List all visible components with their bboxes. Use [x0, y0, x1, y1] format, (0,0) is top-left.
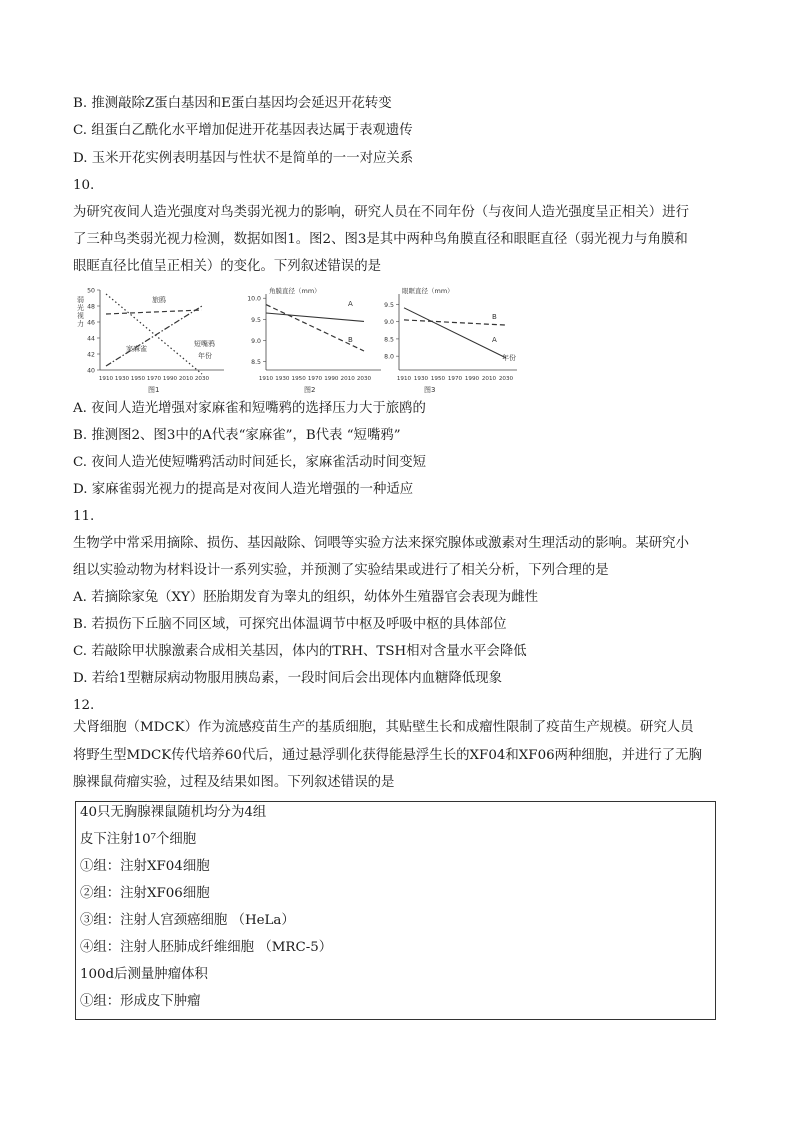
x-tick-label: 1930 [114, 376, 130, 382]
y-axis-label: 角膜直径（mm） [269, 287, 321, 295]
q10-stem-line: 眼眶直径比值呈正相关）的变化。下列叙述错误的是 [73, 259, 381, 274]
q10-option-b: B. 推测图2、图3中的A代表“家麻雀”，B代表 “短嘴鸦” [73, 428, 401, 443]
series-line [106, 306, 202, 366]
y-tick-label: 9.5 [251, 316, 261, 324]
box-line: ①组：形成皮下肿瘤 [80, 994, 201, 1009]
q10-option-a: A. 夜间人造光增强对家麻雀和短嘴鸦的选择压力大于旅鸥的 [73, 401, 426, 416]
q10-stem-line: 了三种鸟类弱光视力检测，数据如图1。图2、图3是其中两种鸟角膜直径和眼眶直径（弱光视力与角膜和 [73, 232, 688, 247]
x-tick-label: 1970 [447, 376, 463, 382]
x-axis-label: 年份 [198, 352, 212, 360]
q11-option-b: B. 若损伤下丘脑不同区域，可探究出体温调节中枢及呼吸中枢的具体部位 [73, 617, 507, 632]
y-tick-label: 50 [87, 287, 95, 295]
series-line [404, 320, 506, 325]
figure-caption: 图3 [424, 386, 436, 394]
q10-stem-line: 为研究夜间人造光强度对鸟类弱光视力的影响，研究人员在不同年份（与夜间人造光强度呈正相关）进行 [73, 205, 689, 220]
q12-experiment-box [75, 801, 716, 1020]
y-tick-label: 46 [87, 319, 95, 327]
q10-number: 10. [73, 178, 95, 193]
box-line: ①组：注射XF04细胞 [80, 859, 210, 874]
y-axis-label: 弱 [77, 296, 84, 304]
box-line: 40只无胸腺裸鼠随机均分为4组 [80, 805, 267, 820]
q11-stem-line: 组以实验动物为材料设计一系列实验，并预测了实验结果或进行了相关分析，下列合理的是 [73, 563, 609, 578]
y-axis-label: 视 [77, 312, 84, 320]
box-line: ④组：注射人胚肺成纤维细胞 （MRC-5） [80, 940, 333, 955]
box-line: 100d后测量肿瘤体积 [80, 967, 208, 982]
q12-stem-line: 犬肾细胞（MDCK）作为流感疫苗生产的基质细胞，其贴壁生长和成瘤性限制了疫苗生产规模。研究人员 [73, 720, 694, 735]
figure-3-chart [384, 284, 534, 396]
x-tick-label: 1950 [130, 376, 146, 382]
y-tick-label: 44 [87, 335, 95, 343]
series-line [404, 308, 506, 358]
box-line: ②组：注射XF06细胞 [80, 886, 210, 901]
q9-option-d: D. 玉米开花实例表明基因与性状不是简单的一一对应关系 [73, 151, 414, 166]
x-tick-label: 1990 [464, 376, 480, 382]
x-tick-label: 1990 [162, 376, 178, 382]
q12-stem-line: 腺裸鼠荷瘤实验，过程及结果如图。下列叙述错误的是 [73, 775, 395, 790]
y-tick-label: 9.0 [251, 337, 261, 345]
x-tick-label: 1910 [396, 376, 412, 382]
q10-option-d: D. 家麻雀弱光视力的提高是对夜间人造光增强的一种适应 [73, 482, 414, 497]
series-line [266, 305, 364, 351]
series-label: B [492, 313, 497, 321]
series-label: B [348, 336, 353, 344]
series-line [106, 294, 202, 374]
box-line: ③组：注射人宫颈癌细胞 （HeLa） [80, 913, 295, 928]
x-tick-label: 1950 [291, 376, 306, 382]
y-axis-label: 力 [77, 320, 84, 328]
y-axis-label: 眼眶直径（mm） [402, 287, 454, 295]
x-tick-label: 2030 [356, 376, 372, 382]
series-line [106, 310, 202, 314]
x-tick-label: 1910 [98, 376, 114, 382]
figure-2-chart [246, 284, 396, 396]
q10-option-c: C. 夜间人造光使短嘴鸦活动时间延长，家麻雀活动时间变短 [73, 455, 427, 470]
x-tick-label: 2030 [194, 376, 210, 382]
y-tick-label: 42 [87, 351, 95, 359]
x-tick-label: 1990 [324, 376, 339, 382]
series-label: A [492, 336, 497, 344]
series-label: 短嘴鸦 [194, 340, 215, 348]
figure-caption: 图2 [304, 386, 316, 394]
x-tick-label: 1950 [430, 376, 446, 382]
x-tick-label: 1930 [275, 376, 290, 382]
figure-caption: 图1 [148, 386, 160, 394]
q11-number: 11. [73, 509, 95, 524]
series-label: 家麻雀 [126, 345, 147, 353]
q11-option-d: D. 若给1型糖尿病动物服用胰岛素，一段时间后会出现体内血糖降低现象 [73, 671, 503, 686]
x-tick-label: 1970 [307, 376, 323, 382]
q10-figures [74, 284, 524, 396]
q11-option-c: C. 若敲除甲状腺激素合成相关基因，体内的TRH、TSH相对含量水平会降低 [73, 644, 527, 659]
q9-option-b: B. 推测敲除Z蛋白基因和E蛋白基因均会延迟开花转变 [73, 96, 392, 111]
figure-1-chart [74, 284, 234, 396]
q12-number: 12. [73, 698, 95, 713]
series-label: 旅鸥 [152, 296, 166, 304]
x-tick-label: 1910 [258, 376, 274, 382]
q12-stem-line: 将野生型MDCK传代培养60代后，通过悬浮驯化获得能悬浮生长的XF04和XF06两种细胞，并进行了无胸 [73, 748, 702, 763]
y-tick-label: 48 [87, 303, 95, 311]
y-tick-label: 8.0 [384, 353, 394, 361]
series-label: A [348, 300, 353, 308]
x-axis-label: 年份 [502, 354, 516, 362]
y-tick-label: 40 [87, 367, 95, 375]
x-tick-label: 2030 [498, 376, 514, 382]
y-tick-label: 9.0 [384, 319, 394, 327]
y-tick-label: 10.0 [247, 295, 261, 303]
x-tick-label: 1930 [413, 376, 429, 382]
x-tick-label: 2010 [481, 376, 497, 382]
y-tick-label: 8.5 [251, 359, 261, 367]
y-tick-label: 8.5 [384, 336, 394, 344]
q9-option-c: C. 组蛋白乙酰化水平增加促进开花基因表达属于表观遗传 [73, 123, 413, 138]
x-tick-label: 2010 [340, 376, 355, 382]
y-tick-label: 9.5 [384, 301, 394, 309]
y-axis-label: 光 [77, 304, 84, 312]
box-line: 皮下注射10⁷个细胞 [80, 832, 197, 847]
q11-option-a: A. 若摘除家兔（XY）胚胎期发育为睾丸的组织，幼体外生殖器官会表现为雌性 [73, 590, 539, 605]
q11-stem-line: 生物学中常采用摘除、损伤、基因敲除、饲喂等实验方法来探究腺体或激素对生理活动的影响。某研究小 [73, 536, 689, 551]
series-line [266, 313, 364, 321]
x-tick-label: 2010 [178, 376, 194, 382]
x-tick-label: 1970 [146, 376, 162, 382]
